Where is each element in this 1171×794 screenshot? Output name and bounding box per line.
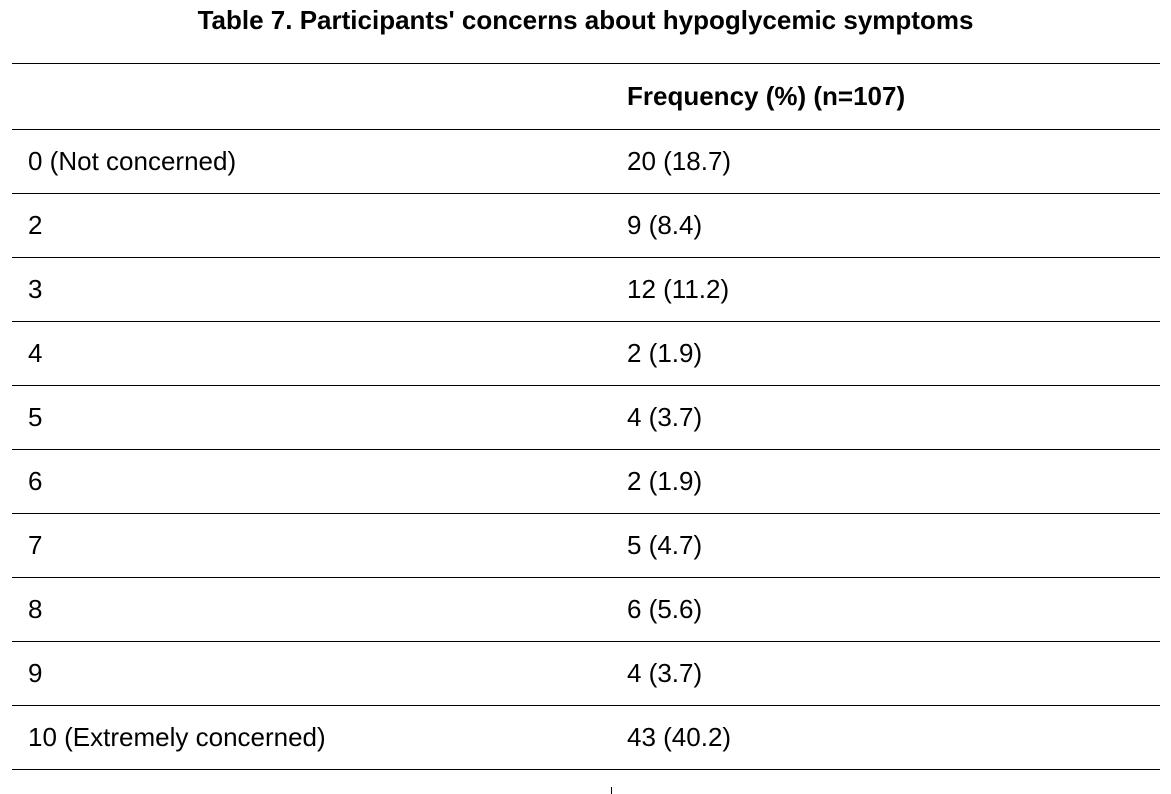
- column-divider-mark: [611, 787, 612, 794]
- row-label: 9: [28, 658, 43, 688]
- table-row: [12, 578, 1160, 642]
- row-label: 3: [28, 274, 43, 304]
- table-row: [12, 642, 1160, 706]
- table-row: [12, 130, 1160, 194]
- row-label: 2: [28, 210, 43, 240]
- row-value: 9 (8.4): [627, 210, 703, 240]
- row-label: 8: [28, 594, 43, 624]
- row-label: 4: [28, 338, 43, 368]
- row-value: 6 (5.6): [627, 594, 703, 624]
- table-row: [12, 258, 1160, 322]
- table-row: [12, 706, 1160, 770]
- row-label: 7: [28, 530, 43, 560]
- row-value: 43 (40.2): [627, 722, 732, 752]
- row-label: 6: [28, 466, 43, 496]
- row-label: 5: [28, 402, 43, 432]
- table-row: [12, 194, 1160, 258]
- row-value: 5 (4.7): [627, 530, 703, 560]
- table-header-row: [12, 64, 1160, 130]
- row-label: 10 (Extremely concerned): [28, 722, 326, 752]
- row-value: 20 (18.7): [627, 146, 732, 176]
- row-value: 2 (1.9): [627, 338, 703, 368]
- row-value: 12 (11.2): [627, 274, 730, 304]
- row-value: 4 (3.7): [627, 658, 703, 688]
- row-value: 2 (1.9): [627, 466, 703, 496]
- table-row: [12, 514, 1160, 578]
- header-cell-frequency: Frequency (%) (n=107): [627, 81, 906, 111]
- concerns-table: [12, 63, 1160, 770]
- table-row: [12, 322, 1160, 386]
- table-row: [12, 450, 1160, 514]
- row-value: 4 (3.7): [627, 402, 703, 432]
- row-label: 0 (Not concerned): [28, 146, 237, 176]
- table-caption: Table 7. Participants' concerns about hypoglycemic symptoms: [197, 5, 974, 35]
- table-row: [12, 386, 1160, 450]
